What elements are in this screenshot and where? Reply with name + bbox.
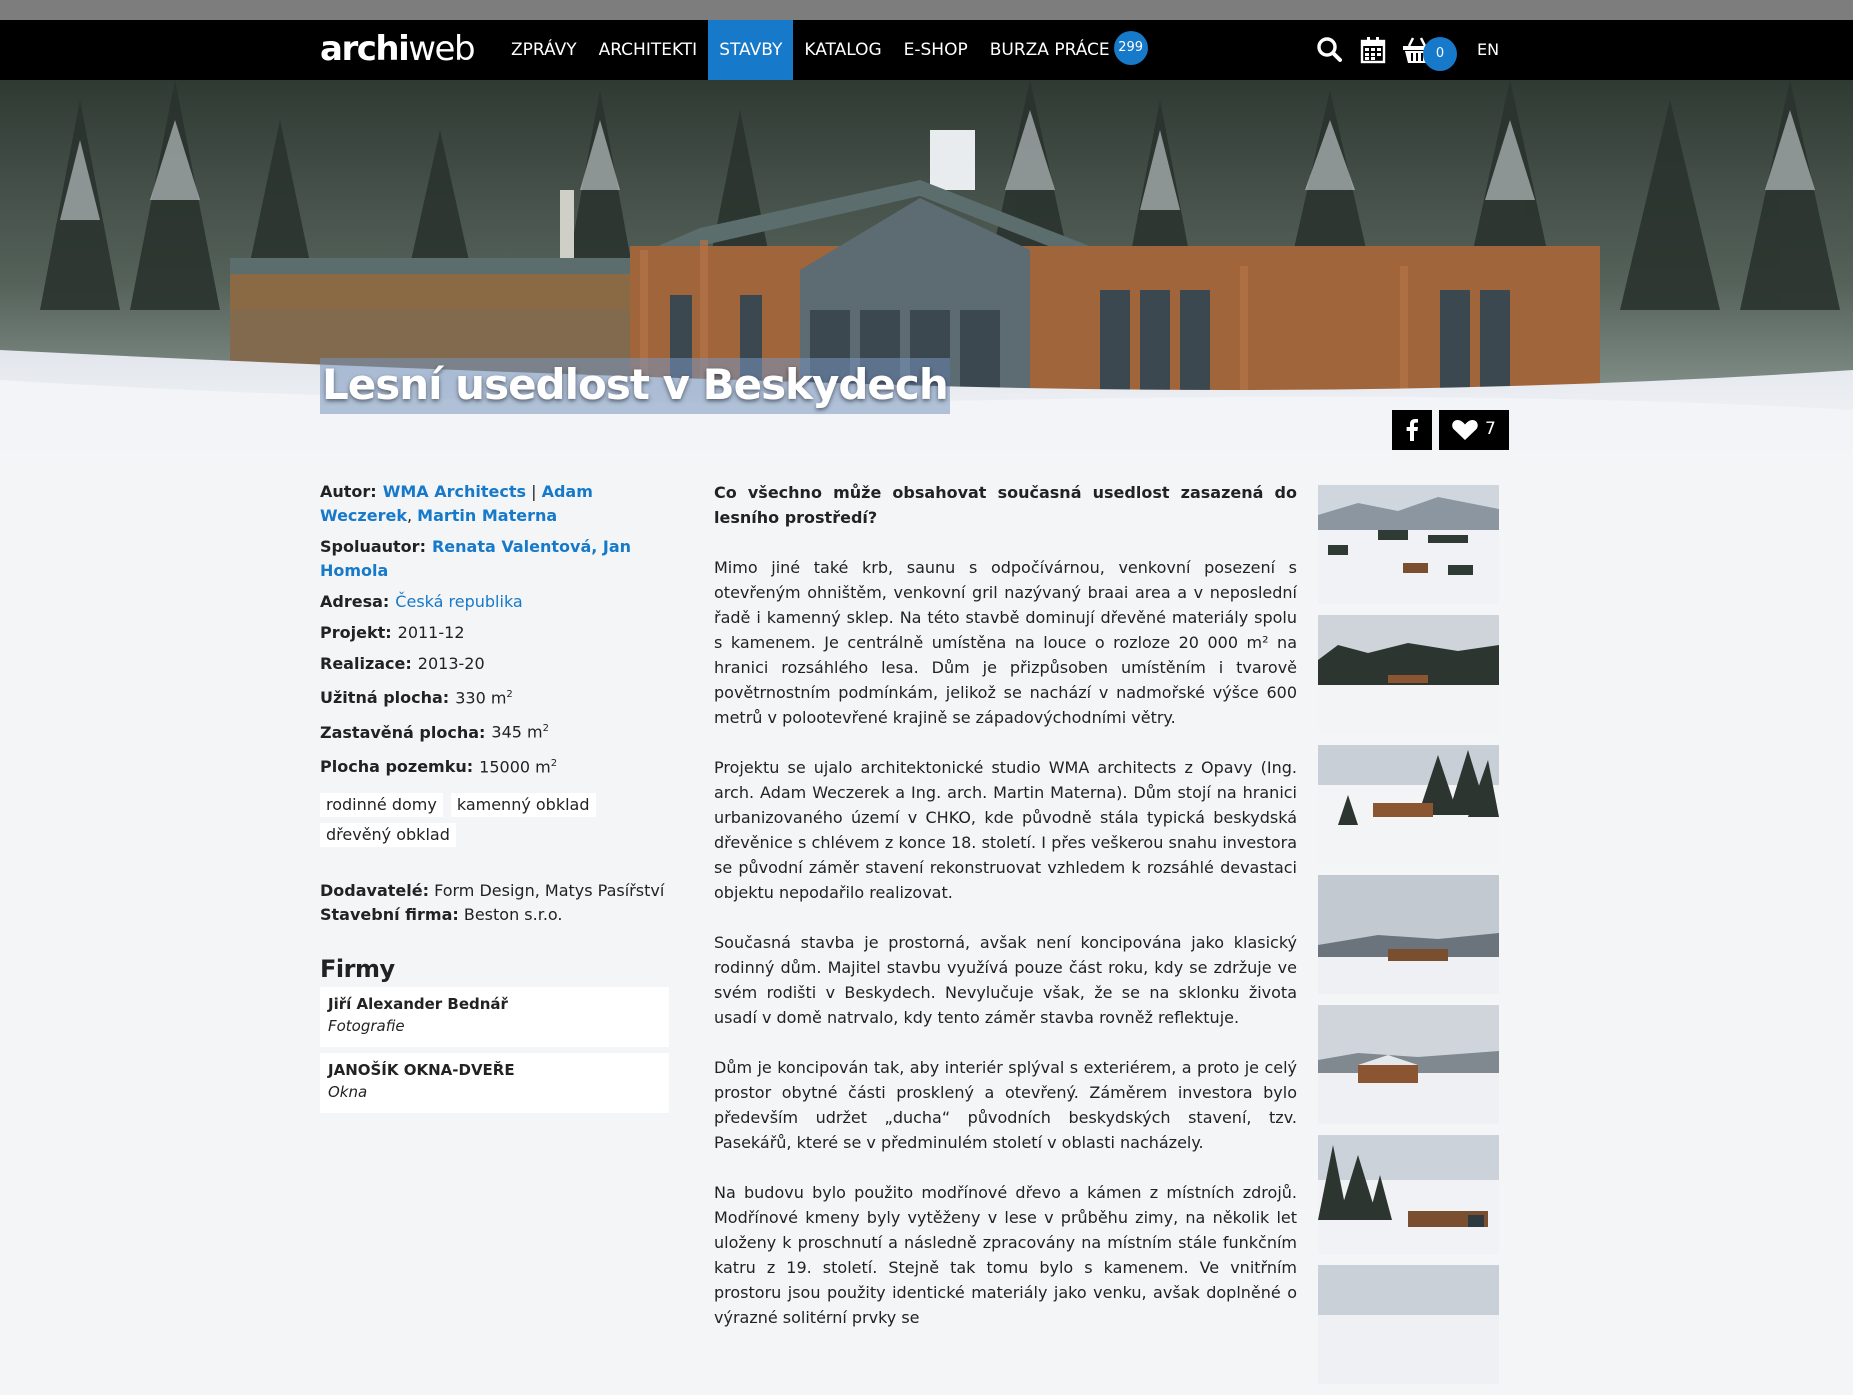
archiweb-logo[interactable]: archiweb (320, 29, 475, 69)
firm-card-janosik[interactable] (320, 1053, 669, 1113)
browser-top-strip (0, 0, 1853, 20)
gallery-thumbnail-6[interactable] (1318, 1135, 1499, 1254)
jobs-count-badge: 299 (1114, 31, 1148, 65)
gallery-thumbnail-5[interactable] (1318, 1005, 1499, 1124)
meta-coauthor: Spoluautor: Renata Valentová, Jan Homola (320, 537, 632, 580)
gallery-thumbnail-2[interactable] (1318, 615, 1499, 734)
nav-item-stavby[interactable]: STAVBY (708, 20, 793, 80)
firm-name: JANOŠÍK OKNA-DVEŘE (328, 1060, 515, 1079)
nav-item-architekti[interactable]: ARCHITEKTI (598, 40, 698, 60)
hero-banner (0, 80, 1853, 450)
coauthor-link[interactable]: Renata Valentová, Jan Homola (320, 537, 632, 580)
tag-dreveny-obklad[interactable]: dřevěný obklad (320, 823, 456, 847)
meta-realization: Realizace: 2013-20 (320, 654, 485, 673)
article-paragraph: Na budovu bylo použito modřínové dřevo a kámen z místních zdrojů. Modřínové kmeny byly vytěženy v lese v průběhu zimy, na několik let uloženy k proschnutí a následně zpracovány na místním stále funkčním katru z 19. století. Stejně tak tomu bylo s kamenem. Ve vnitřním prostoru jsou použity identické materiály jako venku, avšak doplněné o výrazné solitérní prvky se (714, 1183, 1297, 1327)
gallery-thumbnail-1[interactable] (1318, 485, 1499, 604)
heart-icon (1445, 410, 1485, 450)
language-switch-en[interactable]: EN (1477, 40, 1500, 59)
search-icon[interactable] (1316, 36, 1346, 66)
cart-count-badge: 0 (1423, 37, 1457, 71)
article-body (714, 480, 1297, 1355)
nav-item-burza-label: BURZA PRÁCE (989, 40, 1110, 60)
article-paragraph: Mimo jiné také krb, saunu s odpočívárnou, venkovní posezení s otevřeným ohništěm, venkovní gril nazývaný braai area a v neposlední řadě i kamenný sklep. Na této stavbě dominují dřevěné materiály spolu s kamenem. Je centrálně umístěna na louce o rozloze 20 000 m² na hranici rozsáhlého lesa. Dům je přizpůsoben umístěním i tvarově povětrnostním podmínkám, jelikož se nachází v nadmořské výšce 600 metrů v polootevřené krajině se západovýchodními větry. (714, 558, 1297, 727)
author-link-materna[interactable]: Martin Materna (417, 506, 558, 525)
article-lead: Co všechno může obsahovat současná usedlost zasazená do lesního prostředí? (714, 483, 1297, 527)
suppliers-block (320, 879, 670, 927)
firm-role: Fotografie (328, 1016, 405, 1035)
firms-heading: Firmy (320, 954, 395, 983)
author-link-weczerek[interactable]: Adam Weczerek (320, 482, 593, 525)
meta-plot-area: Plocha pozemku: 15000 $m^2$ (320, 756, 558, 776)
meta-built-area: Zastavěná plocha: 345 $m^2$ (320, 722, 549, 742)
calendar-icon[interactable] (1360, 36, 1390, 66)
meta-author: Autor: WMA Architects | Adam Weczerek, Martin Materna (320, 482, 593, 525)
meta-project: Projekt: 2011-12 (320, 623, 465, 642)
builder-row: Stavební firma: Beston s.r.o. (320, 904, 563, 924)
nav-item-eshop[interactable]: E-SHOP (903, 40, 968, 60)
firm-role: Okna (328, 1082, 368, 1101)
main-navbar (0, 20, 1853, 80)
firm-name: Jiří Alexander Bednář (328, 994, 508, 1013)
like-count: 7 (1485, 419, 1496, 439)
nav-item-katalog[interactable]: KATALOG (804, 40, 882, 60)
gallery-thumbnail-4[interactable] (1318, 875, 1499, 994)
nav-item-zpravy[interactable]: ZPRÁVY (511, 40, 577, 60)
gallery-thumbnail-7[interactable] (1318, 1265, 1499, 1384)
facebook-icon (1392, 410, 1432, 450)
tag-rodinne-domy[interactable]: rodinné domy (320, 793, 443, 817)
firm-card-bednar[interactable] (320, 987, 669, 1047)
page-title: Lesní usedlost v Beskydech (320, 358, 950, 414)
suppliers-row: Dodavatelé: Form Design, Matys Pasířství (320, 880, 665, 900)
like-button[interactable] (1439, 410, 1509, 450)
meta-usable-area: Užitná plocha: 330 $m^2$ (320, 688, 513, 708)
tag-kamenny-obklad[interactable]: kamenný obklad (451, 793, 596, 817)
author-link-wma[interactable]: WMA Architects (382, 482, 527, 501)
tag-list (320, 793, 670, 853)
photo-gallery (1318, 485, 1499, 1395)
meta-address: Adresa: Česká republika (320, 592, 523, 611)
article-paragraph: Projektu se ujalo architektonické studio WMA architects z Opavy (Ing. arch. Adam Weczerek a Ing. arch. Martin Materna). Dům stojí na hranici urbanizovaného území v CHKO, kde původně stála typická beskydská dřevěnice s chlévem z konce 18. století. I přes veškerou snahu investora se původní záměr stavení rekonstruovat vzhledem k rozsáhlé devastaci objektu nepodařilo realizovat. (714, 758, 1297, 902)
address-link[interactable]: Česká republika (395, 592, 523, 611)
project-details (320, 480, 670, 1113)
article-paragraph: Dům je koncipován tak, aby interiér splýval s exteriérem, a proto je celý prostor obytné části prosklený a otevřený. Záměrem investora bylo především udržet „ducha“ původních beskydských stavení, tzv. Pasekářů, které se v předminulém století v oblasti nacházely. (714, 1058, 1297, 1152)
main-menu (500, 20, 1159, 80)
facebook-share-button[interactable] (1392, 410, 1432, 450)
gallery-thumbnail-3[interactable] (1318, 745, 1499, 864)
article-paragraph: Současná stavba je prostorná, avšak není koncipována jako klasický rodinný dům. Majitel stavbu využívá pouze část roku, kdy se zdržuje ve svém rodišti v Beskydech. Nevylučuje však, že se na sklonku života usadí v domě natrvalo, kdy tento záměr stavba rovněž reflektuje. (714, 933, 1297, 1027)
nav-item-burza-prace[interactable] (979, 20, 1159, 80)
